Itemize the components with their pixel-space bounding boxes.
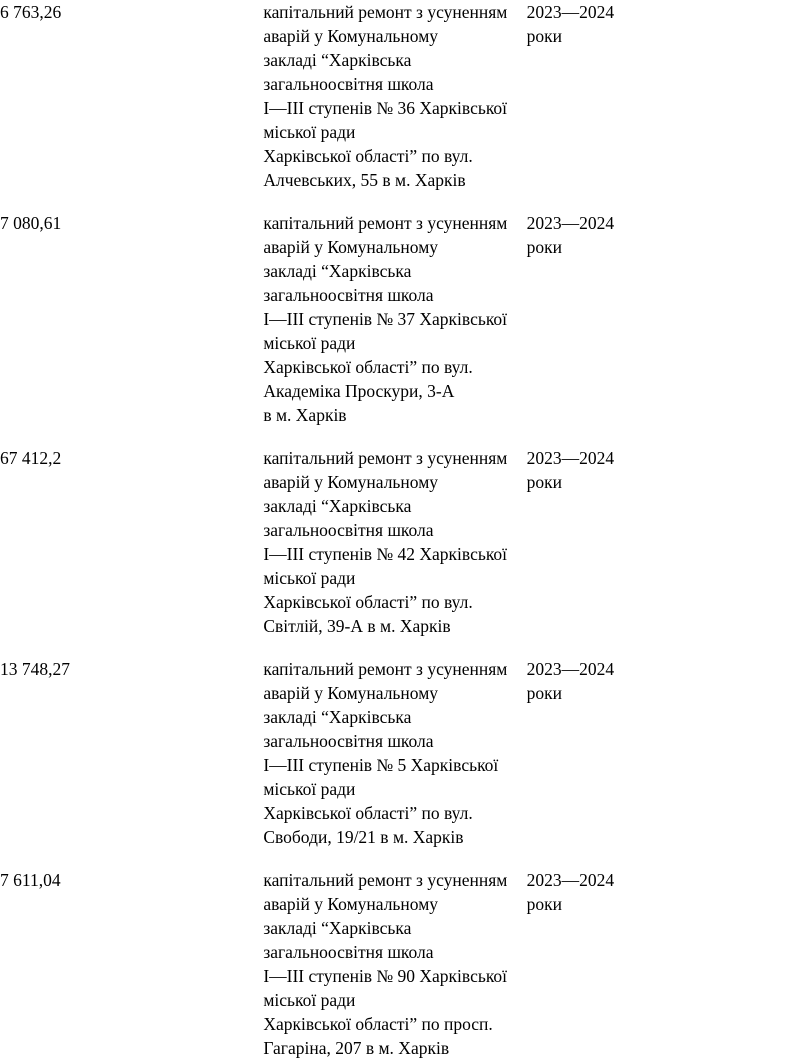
years-cell	[527, 0, 790, 192]
amount-cell	[0, 0, 263, 192]
row-spacer	[0, 638, 790, 657]
table-row	[0, 211, 790, 427]
spacer-cell	[0, 638, 263, 657]
description-line: Харківської області” по вул. Світлій, 39-А в м. Харків	[263, 592, 473, 636]
description-line: Харківської області” по вул. Академіка Проскури, 3-А	[263, 357, 473, 401]
years-range: 2023—2024	[526, 870, 615, 890]
amount-cell	[0, 657, 263, 849]
spacer-cell	[527, 849, 790, 868]
years-range: 2023—2024	[526, 2, 615, 22]
row-spacer	[0, 427, 790, 446]
years-unit: роки	[526, 472, 563, 492]
row-spacer	[0, 849, 790, 868]
amount-cell	[0, 446, 263, 638]
spacer-cell	[527, 192, 790, 211]
spacer-cell	[0, 849, 263, 868]
description-line: закладі “Харківська загальноосвітня школа	[263, 707, 434, 751]
amount-value: 7 080,61	[0, 213, 62, 233]
description-cell	[263, 211, 526, 427]
table-row	[0, 446, 790, 638]
amount-value: 13 748,27	[0, 659, 70, 679]
years-cell	[527, 211, 790, 427]
description-line: І—ІІІ ступенів № 37 Харківської міської ради	[263, 309, 508, 353]
description-cell	[263, 657, 526, 849]
years-cell	[527, 446, 790, 638]
description-cell	[263, 868, 526, 1060]
description-line: І—ІІІ ступенів № 90 Харківської міської ради	[263, 966, 508, 1010]
spacer-cell	[263, 192, 526, 211]
years-range: 2023—2024	[526, 213, 615, 233]
spacer-cell	[0, 427, 263, 446]
description-line: капітальний ремонт з усуненням аварій у Комунальному	[263, 448, 508, 492]
years-cell	[527, 868, 790, 1060]
amount-cell	[0, 211, 263, 427]
years-unit: роки	[526, 237, 563, 257]
description-cell	[263, 0, 526, 192]
table-row	[0, 868, 790, 1060]
amount-value: 67 412,2	[0, 448, 62, 468]
description-line: закладі “Харківська загальноосвітня школа	[263, 261, 434, 305]
table-row	[0, 657, 790, 849]
description-line: І—ІІІ ступенів № 5 Харківської міської ради	[263, 755, 499, 799]
description-line: капітальний ремонт з усуненням аварій у Комунальному	[263, 659, 508, 703]
description-line: капітальний ремонт з усуненням аварій у Комунальному	[263, 213, 508, 257]
description-line: капітальний ремонт з усуненням аварій у Комунальному	[263, 2, 508, 46]
years-range: 2023—2024	[526, 448, 615, 468]
description-line: закладі “Харківська загальноосвітня школа	[263, 918, 434, 962]
amount-value: 7 611,04	[0, 870, 61, 890]
spacer-cell	[263, 849, 526, 868]
years-cell	[527, 657, 790, 849]
description-line: І—ІІІ ступенів № 42 Харківської міської ради	[263, 544, 508, 588]
spacer-cell	[263, 638, 526, 657]
years-unit: роки	[526, 26, 563, 46]
spacer-cell	[0, 192, 263, 211]
description-line: закладі “Харківська загальноосвітня школа	[263, 50, 434, 94]
description-line: І—ІІІ ступенів № 36 Харківської міської ради	[263, 98, 508, 142]
years-range: 2023—2024	[526, 659, 615, 679]
years-unit: роки	[526, 683, 563, 703]
description-line: Харківської області” по просп. Гагаріна, 207 в м. Харків	[263, 1014, 493, 1058]
row-spacer	[0, 192, 790, 211]
description-line: капітальний ремонт з усуненням аварій у Комунальному	[263, 870, 508, 914]
description-line: Харківської області” по вул. Свободи, 19/21 в м. Харків	[263, 803, 473, 847]
spacer-cell	[527, 427, 790, 446]
table-row	[0, 0, 790, 192]
amount-value: 6 763,26	[0, 2, 62, 22]
description-cell	[263, 446, 526, 638]
description-line: в м. Харків	[263, 405, 347, 425]
spacer-cell	[263, 427, 526, 446]
spacer-cell	[527, 638, 790, 657]
description-line: закладі “Харківська загальноосвітня школа	[263, 496, 434, 540]
amount-cell	[0, 868, 263, 1060]
years-unit: роки	[526, 894, 563, 914]
description-line: Харківської області” по вул. Алчевських, 55 в м. Харків	[263, 146, 473, 190]
